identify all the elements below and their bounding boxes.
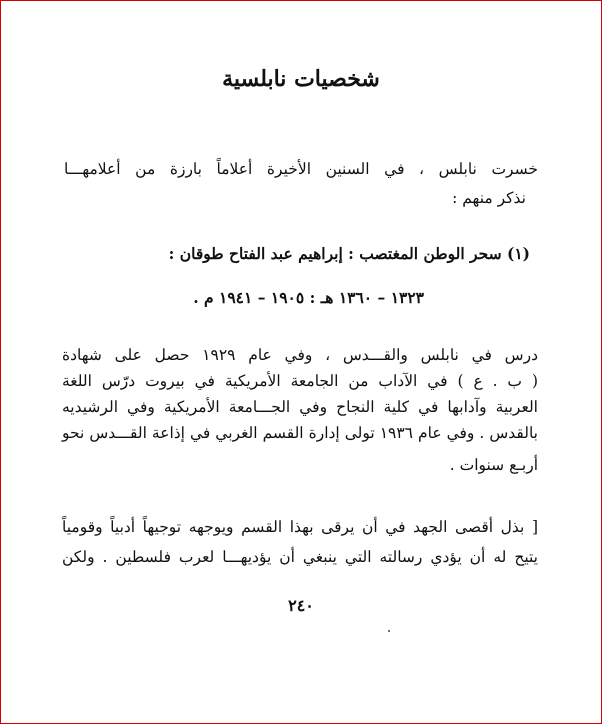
paragraph-1-line-5: أربـع سنوات . bbox=[449, 456, 538, 474]
paragraph-2-line-2: يتيح له أن يؤدي رسالته التي ينبغي أن يؤديهـــا لعرب فلسطين . ولكن bbox=[62, 548, 538, 566]
paragraph-1-line-1: درس في نابلس والقـــدس ، وفي عام ١٩٢٩ حصل على شهادة bbox=[62, 346, 538, 364]
page-title: شخصيات نابلسية bbox=[222, 66, 380, 92]
paragraph-2-line-1: [ بذل أقصى الجهد في أن يرقى بهذا القسم ويوجهه توجيهاً أدبياً وقومياً bbox=[62, 518, 538, 536]
scan-speck bbox=[388, 630, 390, 632]
paragraph-1-line-4: بالقدس . وفي عام ١٩٣٦ تولى إدارة القسم الغربي في إذاعة القـــدس نحو bbox=[62, 424, 538, 442]
intro-line-2: نذكر منهم : bbox=[452, 189, 526, 207]
entry-heading: (١) سحر الوطن المغتصب : إبراهيم عبد الفتاح طوقان : bbox=[168, 244, 530, 263]
paragraph-1-line-3: العربية وآدابها في كلية النجاح وفي الجـــامعة الأمريكية وفي الرشيديه bbox=[62, 398, 538, 416]
paragraph-1-line-2: ( ب . ع ) في الآداب من الجامعة الأمريكية في بيروت درّس اللغة bbox=[62, 372, 538, 390]
intro-line-1: خسرت نابلس ، في السنين الأخيرة أعلاماً بارزة من أعلامهـــا bbox=[64, 160, 538, 178]
page-number: ٢٤٠ bbox=[288, 596, 314, 615]
entry-dates: ١٣٢٣ – ١٣٦٠ هـ : ١٩٠٥ – ١٩٤١ م . bbox=[193, 288, 424, 307]
